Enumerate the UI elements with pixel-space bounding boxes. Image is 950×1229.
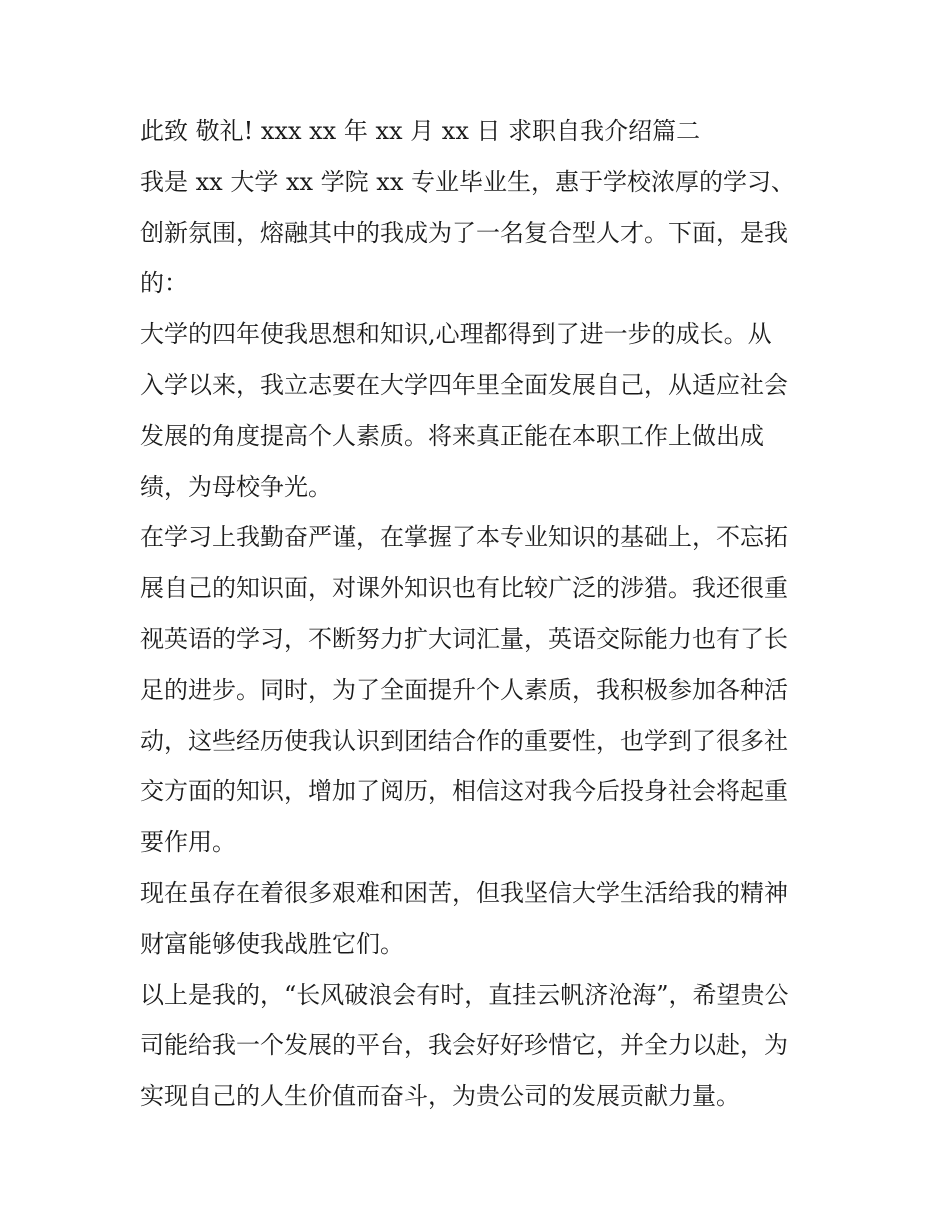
- text-line: 入学以来，我立志要在大学四年里全面发展自己，从适应社会: [140, 370, 788, 399]
- text-line: 的：: [140, 269, 188, 298]
- text-line: 发展的角度提高个人素质。将来真正能在本职工作上做出成: [140, 421, 764, 450]
- text-line: 我是 xx 大学 xx 学院 xx 专业毕业生，惠于学校浓厚的学习、: [140, 167, 795, 196]
- text-line: 绩，为母校争光。: [140, 472, 332, 501]
- text-line: 大学的四年使我思想和知识,心理都得到了进一步的成长。从: [140, 320, 772, 349]
- text-line: 足的进步。同时，为了全面提升个人素质，我积极参加各种活: [140, 675, 788, 704]
- document-body: [140, 106, 830, 1122]
- text-line: 现在虽存在着很多艰难和困苦，但我坚信大学生活给我的精神: [140, 878, 788, 907]
- text-line: 创新氛围，熔融其中的我成为了一名复合型人才。下面，是我: [140, 218, 788, 247]
- text-line: 展自己的知识面，对课外知识也有比较广泛的涉猎。我还很重: [140, 574, 788, 603]
- text-line: 实现自己的人生价值而奋斗，为贵公司的发展贡献力量。: [140, 1082, 740, 1111]
- text-line: 在学习上我勤奋严谨，在掌握了本专业知识的基础上，不忘拓: [140, 523, 788, 552]
- text-line-closing: 此致 敬礼! xxx xx 年 xx 月 xx 日 求职自我介绍篇二: [140, 117, 701, 145]
- text-line: 以上是我的，“长风破浪会有时，直挂云帆济沧海”，希望贵公: [140, 980, 789, 1009]
- text-line: 财富能够使我战胜它们。: [140, 929, 404, 958]
- text-line: 视英语的学习，不断努力扩大词汇量，英语交际能力也有了长: [140, 624, 788, 653]
- text-line: 要作用。: [140, 828, 236, 857]
- text-line: 司能给我一个发展的平台，我会好好珍惜它，并全力以赴，为: [140, 1031, 788, 1060]
- text-line: 动，这些经历使我认识到团结合作的重要性，也学到了很多社: [140, 726, 788, 755]
- text-line: 交方面的知识，增加了阅历，相信这对我今后投身社会将起重: [140, 777, 788, 806]
